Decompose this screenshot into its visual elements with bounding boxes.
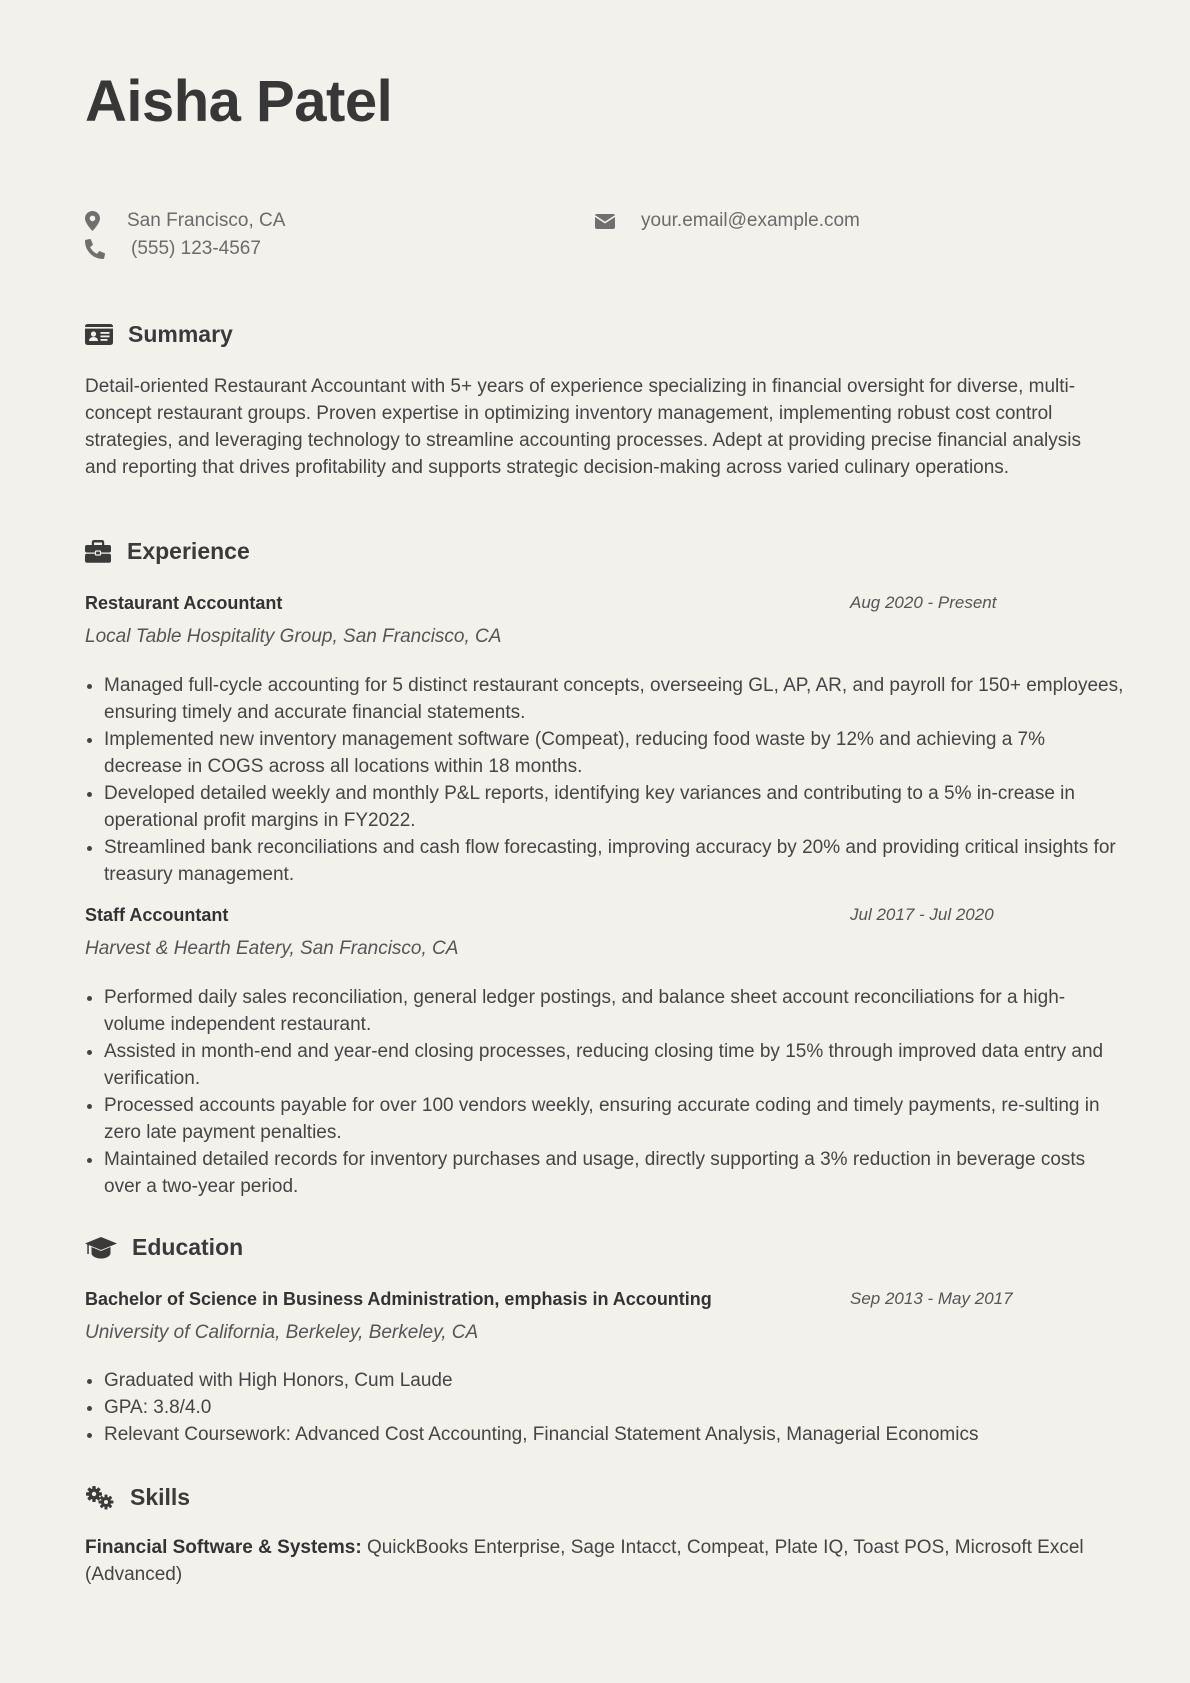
list-item: • Implemented new inventory management software (Compeat), reducing food waste by 12% and achieving a 7% decrease in COGS across all locations within 18 months. xyxy=(104,726,1124,780)
id-card-icon xyxy=(85,324,115,345)
graduation-cap-icon xyxy=(85,1237,119,1259)
list-item: • Performed daily sales reconciliation, general ledger postings, and balance sheet account reconciliations for a high-volume independent restaurant. xyxy=(104,984,1124,1038)
experience-title: Experience xyxy=(127,538,250,564)
list-item: • Assisted in month-end and year-end closing processes, reducing closing time by 15% through improved data entry and verification. xyxy=(104,1038,1124,1092)
summary-heading xyxy=(85,321,233,348)
job-bullets xyxy=(85,984,1124,1200)
job-bullets xyxy=(85,672,1124,888)
list-item: • Managed full-cycle accounting for 5 distinct restaurant concepts, overseeing GL, AP, AR, and payroll for 150+ employees, ensuring timely and accurate financial statements. xyxy=(104,672,1124,726)
education-institution: University of California, Berkeley, Berkeley, CA xyxy=(85,1322,479,1343)
location-text: San Francisco, CA xyxy=(127,210,286,231)
job-organization: Harvest & Hearth Eatery, San Francisco, CA xyxy=(85,938,459,959)
education-title: Education xyxy=(132,1234,244,1260)
list-item: • Streamlined bank reconciliations and cash flow forecasting, improving accuracy by 20% and providing critical insights for treasury management. xyxy=(104,834,1124,888)
job-title: Staff Accountant xyxy=(85,905,229,925)
list-item: • Graduated with High Honors, Cum Laude xyxy=(104,1367,1124,1394)
education-bullets xyxy=(85,1367,1124,1448)
summary-title: Summary xyxy=(128,321,233,347)
email-link[interactable]: your.email@example.com xyxy=(641,210,860,231)
education-dates: Sep 2013 - May 2017 xyxy=(850,1289,1013,1308)
list-item: • Developed detailed weekly and monthly P&L reports, identifying key variances and contributing to a 5% in-crease in operational profit margins in FY2022. xyxy=(104,780,1124,834)
job-dates: Aug 2020 - Present xyxy=(850,593,997,612)
education-heading xyxy=(85,1234,243,1261)
phone-text: (555) 123-4567 xyxy=(131,238,261,259)
map-marker-icon xyxy=(85,211,111,231)
briefcase-icon xyxy=(85,540,115,563)
list-item: • GPA: 3.8/4.0 xyxy=(104,1394,1124,1421)
skills-heading xyxy=(85,1484,190,1511)
contact-phone xyxy=(85,238,261,260)
job-title: Restaurant Accountant xyxy=(85,593,283,613)
experience-heading xyxy=(85,538,250,565)
phone-icon xyxy=(85,239,115,259)
skills-items: QuickBooks Enterprise, Sage Intacct, Compeat, Plate IQ, Toast POS, Microsoft Excel (Advanced) xyxy=(85,1537,1084,1585)
job-organization: Local Table Hospitality Group, San Francisco, CA xyxy=(85,626,502,647)
degree-title: Bachelor of Science in Business Administration, emphasis in Accounting xyxy=(85,1289,712,1309)
summary-text: Detail-oriented Restaurant Accountant with 5+ years of experience specializing in financial oversight for diverse, multi-concept restaurant groups. Proven expertise in optimizing inventory management, implementing robust cost control strategies, and leveraging technology to streamline accounting processes. Adept at providing precise financial analysis and reporting that drives profitability and supports strategic decision-making across varied culinary operations. xyxy=(85,376,1081,478)
skills-title: Skills xyxy=(130,1484,191,1510)
list-item: • Relevant Coursework: Advanced Cost Accounting, Financial Statement Analysis, Managerial Economics xyxy=(104,1421,1124,1448)
contact-email xyxy=(595,210,860,232)
contact-location xyxy=(85,210,285,232)
skills-category: Financial Software & Systems: xyxy=(85,1537,362,1558)
list-item: • Maintained detailed records for inventory purchases and usage, directly supporting a 3% reduction in beverage costs over a two-year period. xyxy=(104,1146,1124,1200)
candidate-name: Aisha Patel xyxy=(85,69,393,134)
gears-icon xyxy=(85,1486,117,1510)
envelope-icon xyxy=(595,214,625,229)
list-item: • Processed accounts payable for over 100 vendors weekly, ensuring accurate coding and timely payments, re-sulting in zero late payment penalties. xyxy=(104,1092,1124,1146)
skills-line xyxy=(85,1534,1105,1588)
job-dates: Jul 2017 - Jul 2020 xyxy=(850,905,994,924)
